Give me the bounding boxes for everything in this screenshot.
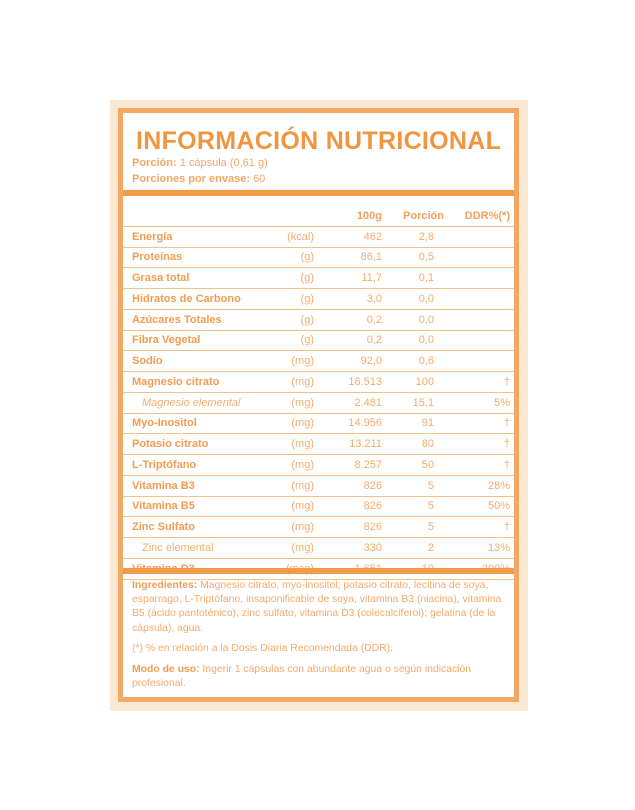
header-divider-bar	[123, 190, 514, 196]
nutrient-per-portion: 91	[390, 413, 448, 434]
nutrient-per-portion: 5	[390, 517, 448, 538]
nutrient-row	[123, 392, 514, 413]
nutrient-per-portion: 50	[390, 455, 448, 476]
nutrient-per-100g: 14.956	[322, 413, 390, 434]
nutrient-name: Proteínas	[123, 247, 273, 268]
nutrient-ddr: †	[448, 455, 514, 476]
serving-size-value: 1 cápsula (0,61 g)	[179, 157, 268, 169]
nutrient-per-portion: 5	[390, 475, 448, 496]
nutrient-ddr	[448, 309, 514, 330]
servings-per-container-value: 60	[253, 173, 266, 185]
nutrient-per-100g: 0,2	[322, 309, 390, 330]
nutrient-row	[123, 330, 514, 351]
nutrient-per-100g: 86,1	[322, 247, 390, 268]
servings-per-container-label: Porciones por envase:	[132, 173, 250, 185]
nutrient-per-portion: 0,0	[390, 330, 448, 351]
nutrient-per-100g: 826	[322, 496, 390, 517]
nutrient-name: Zinc Sulfato	[123, 517, 273, 538]
nutrient-per-portion: 5	[390, 496, 448, 517]
unit-column-header	[273, 206, 322, 226]
nutrient-ddr	[448, 226, 514, 247]
ddr-column-header: DDR%(*)	[448, 206, 514, 226]
nutrient-column-header	[123, 206, 273, 226]
nutrient-per-portion: 2,8	[390, 226, 448, 247]
nutrient-unit: (kcal)	[273, 226, 322, 247]
nutrient-unit: (mg)	[273, 351, 322, 372]
nutrient-unit: (mg)	[273, 496, 322, 517]
nutrient-per-portion: 0,5	[390, 247, 448, 268]
nutrition-table-header	[123, 206, 514, 226]
nutrient-unit: (mg)	[273, 517, 322, 538]
nutrient-name: Potasio citrato	[123, 434, 273, 455]
nutrient-name: Magnesio citrato	[123, 372, 273, 393]
nutrient-name: Energía	[123, 226, 273, 247]
nutrient-per-100g: 2.481	[322, 392, 390, 413]
ingredients-label: Ingredientes:	[132, 580, 198, 591]
nutrient-row	[123, 413, 514, 434]
footer-divider-bar	[123, 568, 514, 574]
nutrition-table-body	[123, 226, 514, 579]
nutrient-unit: (mg)	[273, 538, 322, 559]
nutrient-per-100g: 3,0	[322, 289, 390, 310]
per-portion-column-header: Porción	[390, 206, 448, 226]
nutrient-row	[123, 268, 514, 289]
usage-block	[132, 663, 510, 691]
nutrient-unit: (mg)	[273, 455, 322, 476]
nutrient-name: Azúcares Totales	[123, 309, 273, 330]
nutrient-unit: (mg)	[273, 434, 322, 455]
nutrient-per-portion: 0,1	[390, 268, 448, 289]
nutrient-ddr: 28%	[448, 475, 514, 496]
nutrient-row	[123, 496, 514, 517]
nutrient-unit: (mg)	[273, 392, 322, 413]
nutrient-row	[123, 351, 514, 372]
usage-label: Modo de uso:	[132, 664, 200, 675]
nutrient-ddr: 50%	[448, 496, 514, 517]
nutrient-name: Fibra Vegetal	[123, 330, 273, 351]
nutrient-per-100g: 330	[322, 538, 390, 559]
nutrient-per-100g: 826	[322, 475, 390, 496]
nutrient-row	[123, 289, 514, 310]
nutrient-name: Vitamina B5	[123, 496, 273, 517]
nutrient-per-portion: 0,0	[390, 309, 448, 330]
nutrient-per-100g: 11,7	[322, 268, 390, 289]
nutrient-ddr: †	[448, 434, 514, 455]
nutrient-name: Grasa total	[123, 268, 273, 289]
ingredients-block	[132, 579, 510, 636]
nutrient-unit: (g)	[273, 309, 322, 330]
nutrient-per-portion: 15,1	[390, 392, 448, 413]
nutrient-per-portion: 0,6	[390, 351, 448, 372]
label-title: INFORMACIÓN NUTRICIONAL	[136, 127, 502, 155]
serving-size	[132, 157, 268, 169]
ddr-note: (*) % en relación a la Dosis Diaria Recomendada (DDR).	[132, 643, 394, 654]
nutrient-unit: (mg)	[273, 372, 322, 393]
nutrient-unit: (mg)	[273, 413, 322, 434]
nutrient-row	[123, 455, 514, 476]
nutrient-unit: (g)	[273, 268, 322, 289]
nutrient-name: Zinc elemental	[123, 538, 273, 559]
nutrient-unit: (g)	[273, 330, 322, 351]
nutrient-row	[123, 475, 514, 496]
nutrient-per-portion: 80	[390, 434, 448, 455]
per-100g-column-header: 100g	[322, 206, 390, 226]
nutrient-name: Myo-Inositol	[123, 413, 273, 434]
nutrient-row	[123, 538, 514, 559]
nutrient-per-100g: 16.513	[322, 372, 390, 393]
nutrition-table	[123, 206, 514, 580]
nutrient-row	[123, 247, 514, 268]
nutrient-ddr	[448, 330, 514, 351]
nutrient-row	[123, 309, 514, 330]
nutrient-ddr: 13%	[448, 538, 514, 559]
nutrient-per-100g: 826	[322, 517, 390, 538]
nutrient-unit: (mg)	[273, 475, 322, 496]
nutrient-ddr	[448, 351, 514, 372]
nutrient-name: Vitamina B3	[123, 475, 273, 496]
nutrient-ddr: †	[448, 517, 514, 538]
nutrient-per-100g: 13.211	[322, 434, 390, 455]
nutrient-per-portion: 0,0	[390, 289, 448, 310]
nutrient-per-100g: 92,0	[322, 351, 390, 372]
nutrient-ddr	[448, 289, 514, 310]
nutrient-ddr: †	[448, 372, 514, 393]
usage-text: Ingerir 1 cápsulas con abundante agua o según indicación profesional.	[132, 664, 472, 690]
nutrient-per-portion: 100	[390, 372, 448, 393]
nutrient-ddr: 5%	[448, 392, 514, 413]
nutrient-name: Sodio	[123, 351, 273, 372]
nutrient-per-100g: 462	[322, 226, 390, 247]
nutrient-row	[123, 372, 514, 393]
nutrient-per-portion: 2	[390, 538, 448, 559]
nutrition-label	[118, 108, 519, 702]
nutrient-per-100g: 0,2	[322, 330, 390, 351]
nutrient-ddr	[448, 247, 514, 268]
nutrient-row	[123, 226, 514, 247]
ingredients-text: Magnesio citrato, myo-inositol, potasio citrato, lecitina de soya, esparrago, L-Triptófano, insaponificable de soya, vitamina B3 (niacina), vitamina B5 (ácido pantoténico), zinc sulfato, vitamina D3 (colecalciferol); gelatina (de la cápsula), agua.	[132, 580, 502, 634]
serving-size-label: Porción:	[132, 157, 177, 169]
nutrient-name: L-Triptófano	[123, 455, 273, 476]
nutrient-unit: (g)	[273, 289, 322, 310]
nutrient-name: Magnesio elemental	[123, 392, 273, 413]
nutrient-ddr: †	[448, 413, 514, 434]
nutrient-row	[123, 517, 514, 538]
nutrient-per-100g: 8.257	[322, 455, 390, 476]
nutrient-row	[123, 434, 514, 455]
nutrient-name: Hidratos de Carbono	[123, 289, 273, 310]
servings-per-container	[132, 173, 265, 185]
nutrient-unit: (g)	[273, 247, 322, 268]
nutrient-ddr	[448, 268, 514, 289]
